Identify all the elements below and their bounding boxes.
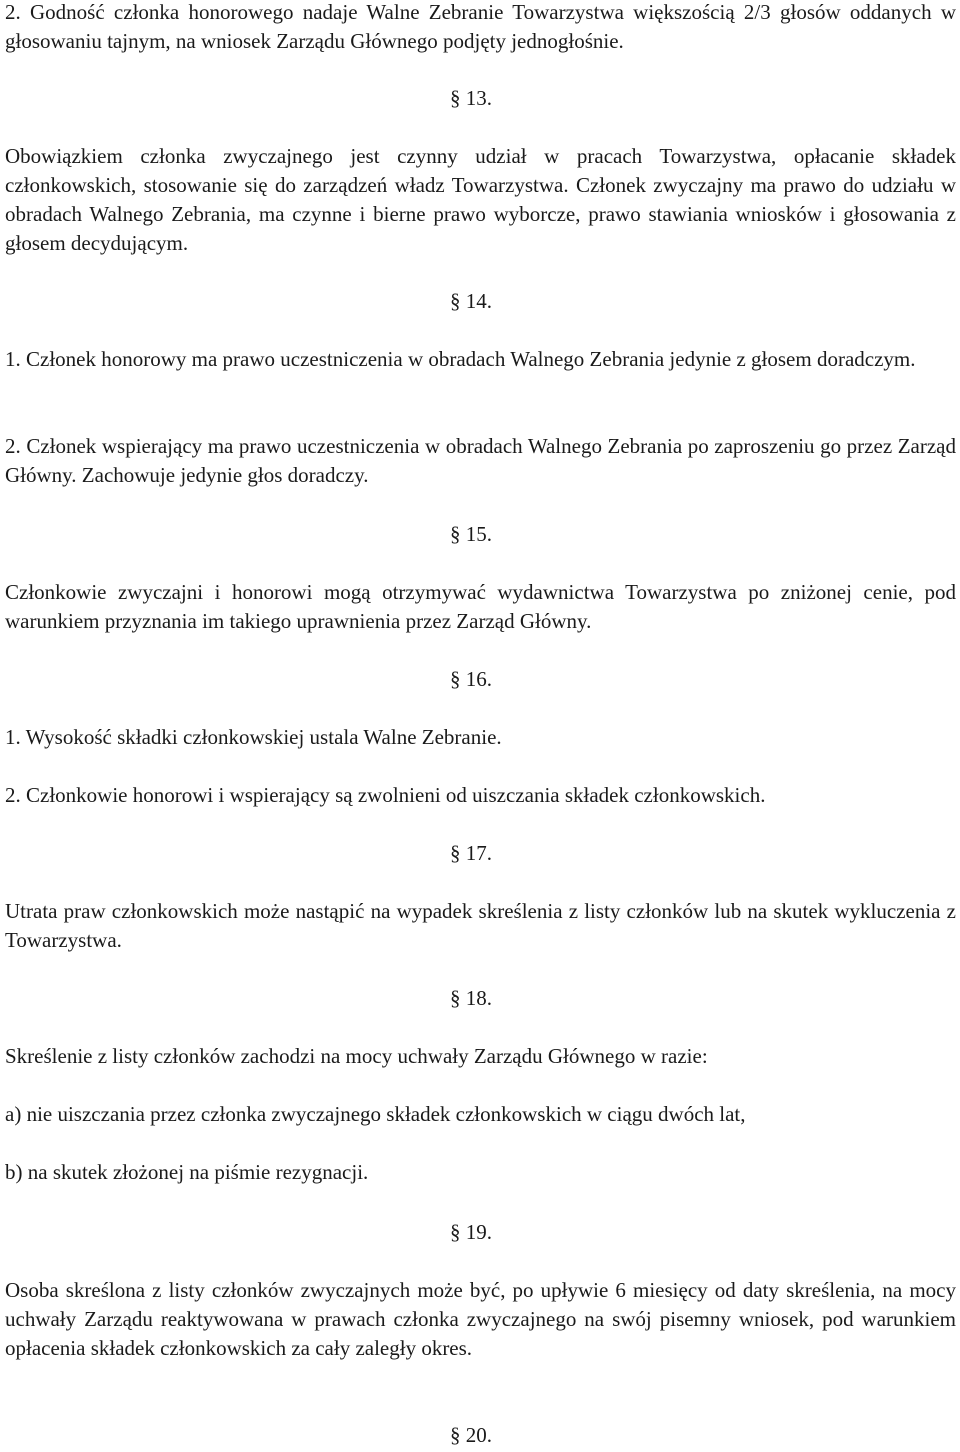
paragraph-15: Członkowie zwyczajni i honorowi mogą otrzymywać wydawnictwa Towarzystwa po zniżonej cenie, pod warunkiem przyznania im takiego uprawnienia przez Zarząd Główny. (5, 580, 956, 633)
section-16-heading: § 16. (450, 667, 492, 691)
section-19-heading: § 19. (450, 1220, 492, 1244)
paragraph-14-2: 2. Członek wspierający ma prawo uczestniczenia w obradach Walnego Zebrania po zaproszeniu go przez Zarząd Główny. Zachowuje jedynie głos doradczy. (5, 434, 956, 487)
paragraph-16-2: 2. Członkowie honorowi i wspierający są zwolnieni od uiszczania składek członkowskich. (5, 783, 766, 807)
section-20-heading: § 20. (450, 1423, 492, 1447)
paragraph-17: Utrata praw członkowskich może nastąpić na wypadek skreślenia z listy członków lub na skutek wykluczenia z Towarzystwa. (5, 899, 956, 952)
section-13-heading: § 13. (450, 86, 492, 110)
section-17-heading: § 17. (450, 841, 492, 865)
section-15-heading: § 15. (450, 522, 492, 546)
paragraph-18-intro: Skreślenie z listy członków zachodzi na mocy uchwały Zarządu Głównego w razie: (5, 1044, 708, 1068)
paragraph-13: Obowiązkiem członka zwyczajnego jest czynny udział w pracach Towarzystwa, opłacanie składek członkowskich, stosowanie się do zarządzeń władz Towarzystwa. Członek zwyczajny ma prawo do udziału w obradach Walnego Zebrania, ma czynne i bierne prawo wyborcze, prawo stawiania wniosków i głosowania z głosem decydującym. (5, 144, 956, 255)
section-18-heading: § 18. (450, 986, 492, 1010)
section-14-heading: § 14. (450, 289, 492, 313)
paragraph-18-b: b) na skutek złożonej na piśmie rezygnacji. (5, 1160, 369, 1184)
paragraph-18-a: a) nie uiszczania przez członka zwyczajnego składek członkowskich w ciągu dwóch lat, (5, 1102, 746, 1126)
paragraph-14-1: 1. Członek honorowy ma prawo uczestniczenia w obradach Walnego Zebrania jedynie z głosem doradczym. (5, 347, 916, 371)
paragraph-12-2: 2. Godność członka honorowego nadaje Walne Zebranie Towarzystwa większością 2/3 głosów oddanych w głosowaniu tajnym, na wniosek Zarządu Głównego podjęty jednogłośnie. (5, 0, 956, 53)
paragraph-16-1: 1. Wysokość składki członkowskiej ustala Walne Zebranie. (5, 725, 502, 749)
paragraph-19: Osoba skreślona z listy członków zwyczajnych może być, po upływie 6 miesięcy od daty skreślenia, na mocy uchwały Zarządu reaktywowana w prawach członka zwyczajnego na swój pisemny wniosek, pod warunkiem opłacenia składek członkowskich za cały zaległy okres. (5, 1278, 956, 1360)
